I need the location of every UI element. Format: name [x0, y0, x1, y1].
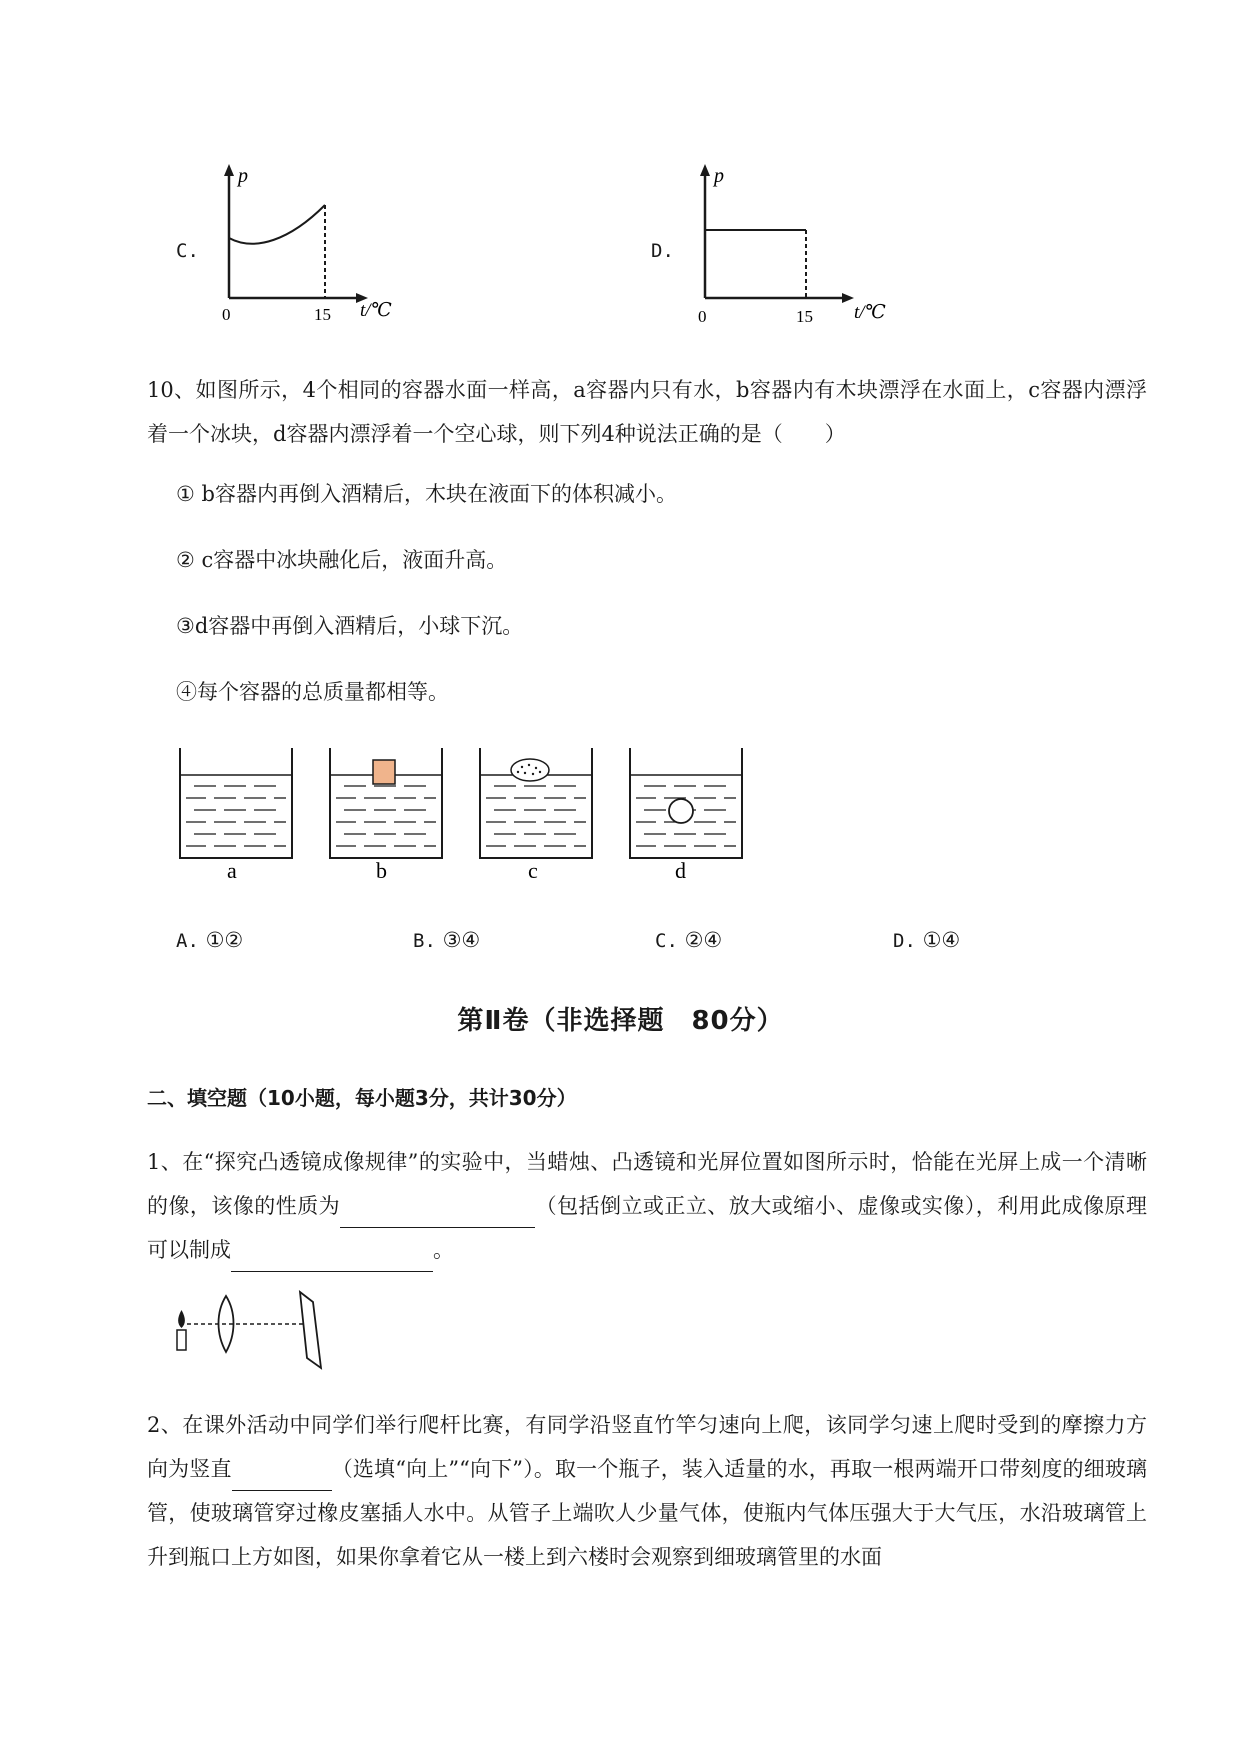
q10-statement-3: ③d容器中再倒入酒精后，小球下沉。 — [176, 614, 524, 638]
option-c-label: C. — [176, 240, 199, 262]
q1-text: 1、在“探究凸透镜成像规律”的实验中，当蜡烛、凸透镜和光屏位置如图所示时，恰能在光屏上成一个清晰的像，该像的性质为 （包括倒立或正立、放大或缩小、虚像或实像），利用此成像原理可以制成 。 — [147, 1140, 1147, 1272]
q10-option-c: C. ②④ — [655, 928, 723, 952]
q2-text: 2、在课外活动中同学们举行爬杆比赛，有同学沿竖直竹竿匀速向上爬，该同学匀速上爬时受到的摩擦力方向为竖直 （选填“向上”“向下”）。取一个瓶子，装入适量的水，再取一根两端开口带刻度的细玻璃管，使玻璃管穿过橡皮塞插人水中。从管子上端吹人少量气体，使瓶内气体压强大于大气压，水沿玻璃管上升到瓶口上方如图，如果你拿着它从一楼上到六楼时会观察到细玻璃管里的水面 — [147, 1413, 1148, 1569]
graph-c-y-label: p — [238, 165, 248, 187]
graph-c-y-arrow — [224, 164, 234, 176]
q10-option-d: D. ①④ — [893, 928, 961, 952]
optics-figure — [170, 1290, 340, 1370]
graph-d — [686, 160, 906, 330]
container-a — [180, 748, 292, 858]
ice-block — [511, 759, 549, 781]
q10-option-a: A. ①② — [176, 928, 244, 952]
candle-icon — [177, 1330, 186, 1350]
hollow-ball — [669, 799, 693, 823]
container-d — [630, 748, 742, 858]
container-label-d: d — [675, 858, 686, 883]
graph-c-tick-15: 15 — [314, 305, 331, 324]
q1-blank-1[interactable] — [340, 1199, 535, 1228]
graph-c-origin: 0 — [222, 305, 231, 324]
graph-d-y-arrow — [700, 164, 710, 176]
container-label-c: c — [528, 858, 538, 883]
graph-d-tick-15: 15 — [796, 307, 813, 326]
container-c — [480, 748, 592, 858]
graph-c-curve — [229, 205, 325, 244]
q10-statement-4: ④每个容器的总质量都相等。 — [176, 680, 449, 704]
q2-blank-1[interactable] — [232, 1462, 332, 1491]
containers-figure — [175, 740, 765, 895]
graph-d-y-label: p — [714, 165, 724, 187]
container-b — [330, 748, 442, 858]
graph-d-x-label: t/℃ — [854, 302, 886, 323]
container-label-a: a — [227, 858, 237, 883]
graph-c — [210, 160, 410, 330]
flame-icon — [178, 1310, 185, 1328]
wood-block — [373, 760, 395, 784]
graph-d-origin: 0 — [698, 307, 707, 326]
light-screen-icon — [300, 1292, 321, 1368]
section-2-heading: 二、填空题（10小题，每小题3分，共计30分） — [147, 1086, 577, 1110]
part2-title: 第Ⅱ卷（非选择题 80分） — [457, 1006, 784, 1036]
container-label-b: b — [376, 858, 387, 883]
q10-option-b: B. ③④ — [413, 928, 481, 952]
q1-blank-2[interactable] — [231, 1243, 433, 1272]
q10-stem: 10、如图所示，4个相同的容器水面一样高，a容器内只有水，b容器内有木块漂浮在水面上，c容器内漂浮着一个冰块，d容器内漂浮着一个空心球，则下列4种说法正确的是（ ） — [147, 378, 1147, 446]
graph-c-x-label: t/℃ — [360, 300, 392, 321]
q10-statement-1: ① b容器内再倒入酒精后，木块在液面下的体积减小。 — [176, 482, 677, 506]
graph-d-x-arrow — [842, 293, 854, 303]
q10-statement-2: ② c容器中冰块融化后，液面升高。 — [176, 548, 508, 572]
option-d-label: D. — [651, 240, 674, 262]
